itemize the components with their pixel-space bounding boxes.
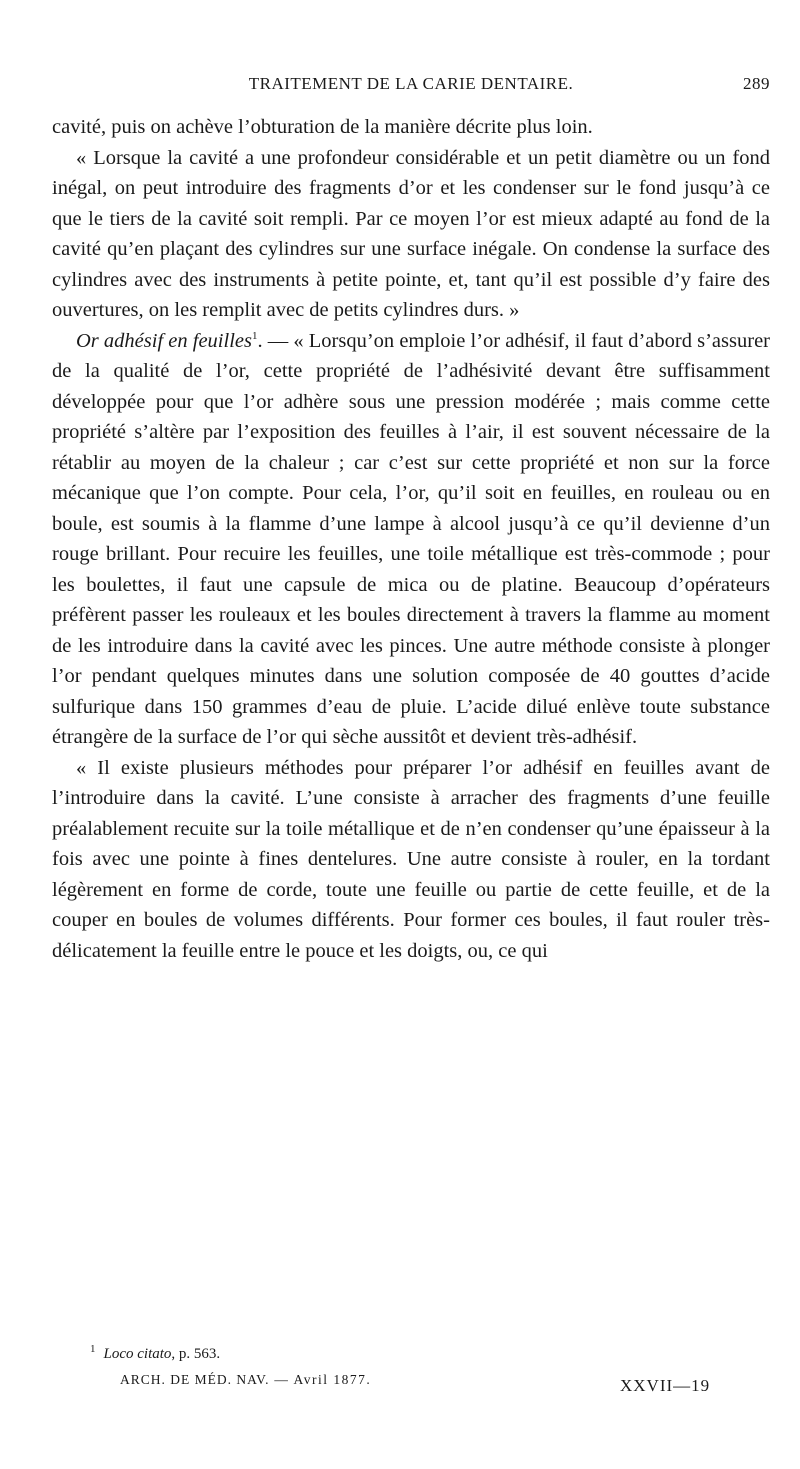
signature-mark: XXVII—19 — [620, 1376, 711, 1395]
paragraph-3 — [52, 326, 770, 753]
paragraph-3-text: . — « Lorsqu’on emploie l’or adhésif, il faut d’abord s’assurer de la qualité de l’or, cette propriété de l’adhésivité devant être suffisamment développée pour que l’or adhère sous une pression modérée ; mais comme cette propriété s’altère par l’exposition des feuilles à l’air, il est souvent nécessaire de la rétablir au moyen de la chaleur ; car c’est sur cette propriété et non sur la force mécanique que l’on compte. Pour cela, l’or, qu’il soit en feuilles, en rouleau ou en boule, est soumis à la flamme d’une lampe à alcool jusqu’à ce qu’il devienne d’un rouge brillant. Pour recuire les feuilles, une toile métallique est très-commode ; pour les boulettes, il faut une capsule de mica ou de platine. Beaucoup d’opérateurs préfèrent passer les rouleaux et les boules directement à travers la flamme au moment de les introduire dans la cavité avec les pinces. Une autre méthode consiste à plonger l’or pendant quelques minutes dans une solution composée de 40 gouttes d’acide sulfurique dans 150 grammes d’eau de pluie. L’acide dilué enlève toute substance étrangère de la surface de l’or qui sèche aussitôt et devient très-adhésif. — [52, 329, 770, 748]
running-title: TRAITEMENT DE LA CARIE DENTAIRE. — [248, 74, 574, 93]
footnote-page-ref: , p. 563. — [171, 1346, 221, 1362]
section-heading: Or adhésif en feuilles — [76, 329, 252, 352]
footnote-mark: 1 — [90, 1343, 96, 1355]
footnote-reference: 1 — [251, 329, 258, 342]
footnote — [90, 1343, 220, 1363]
imprint-line — [120, 1372, 371, 1388]
paragraph-2: « Lorsque la cavité a une profondeur considérable et un petit diamètre ou un fond inégal, on peut introduire des fragments d’or et les condenser sur le fond jusqu’à ce que le tiers de la cavité soit rempli. Par ce moyen l’or est mieux adapté au fond de la cavité qu’en plaçant des cylindres sur une surface inégale. On condense la surface des cylindres avec des instruments à petite pointe, et, tant qu’il est possible d’y faire des ouvertures, on les remplit avec de petits cylindres durs. » — [52, 146, 770, 321]
body-text — [52, 112, 770, 966]
imprint-date: Avril 1877. — [293, 1372, 372, 1387]
imprint-separator: — — [274, 1372, 290, 1387]
page-number: 289 — [743, 74, 770, 93]
page-header — [52, 74, 770, 100]
footnote-text: Loco citato — [103, 1346, 172, 1362]
paragraph-1: cavité, puis on achève l’obturation de la manière décrite plus loin. — [52, 116, 593, 138]
paragraph-4: « Il existe plusieurs méthodes pour préparer l’or adhésif en feuilles avant de l’introduire dans la cavité. L’une consiste à arracher des fragments d’une feuille préalablement recuite sur la toile métallique et de n’en condenser qu’une épaisseur à la fois avec une pointe à fines dentelures. Une autre consiste à rouler, en la tordant légèrement en forme de corde, toute une feuille ou partie de cette feuille, et de la couper en boules de volumes différents. Pour former ces boules, il faut rouler très-délicatement la feuille entre le pouce et les doigts, ou, ce qui — [52, 756, 770, 962]
journal-abbrev: ARCH. DE MÉD. NAV. — [120, 1372, 270, 1387]
